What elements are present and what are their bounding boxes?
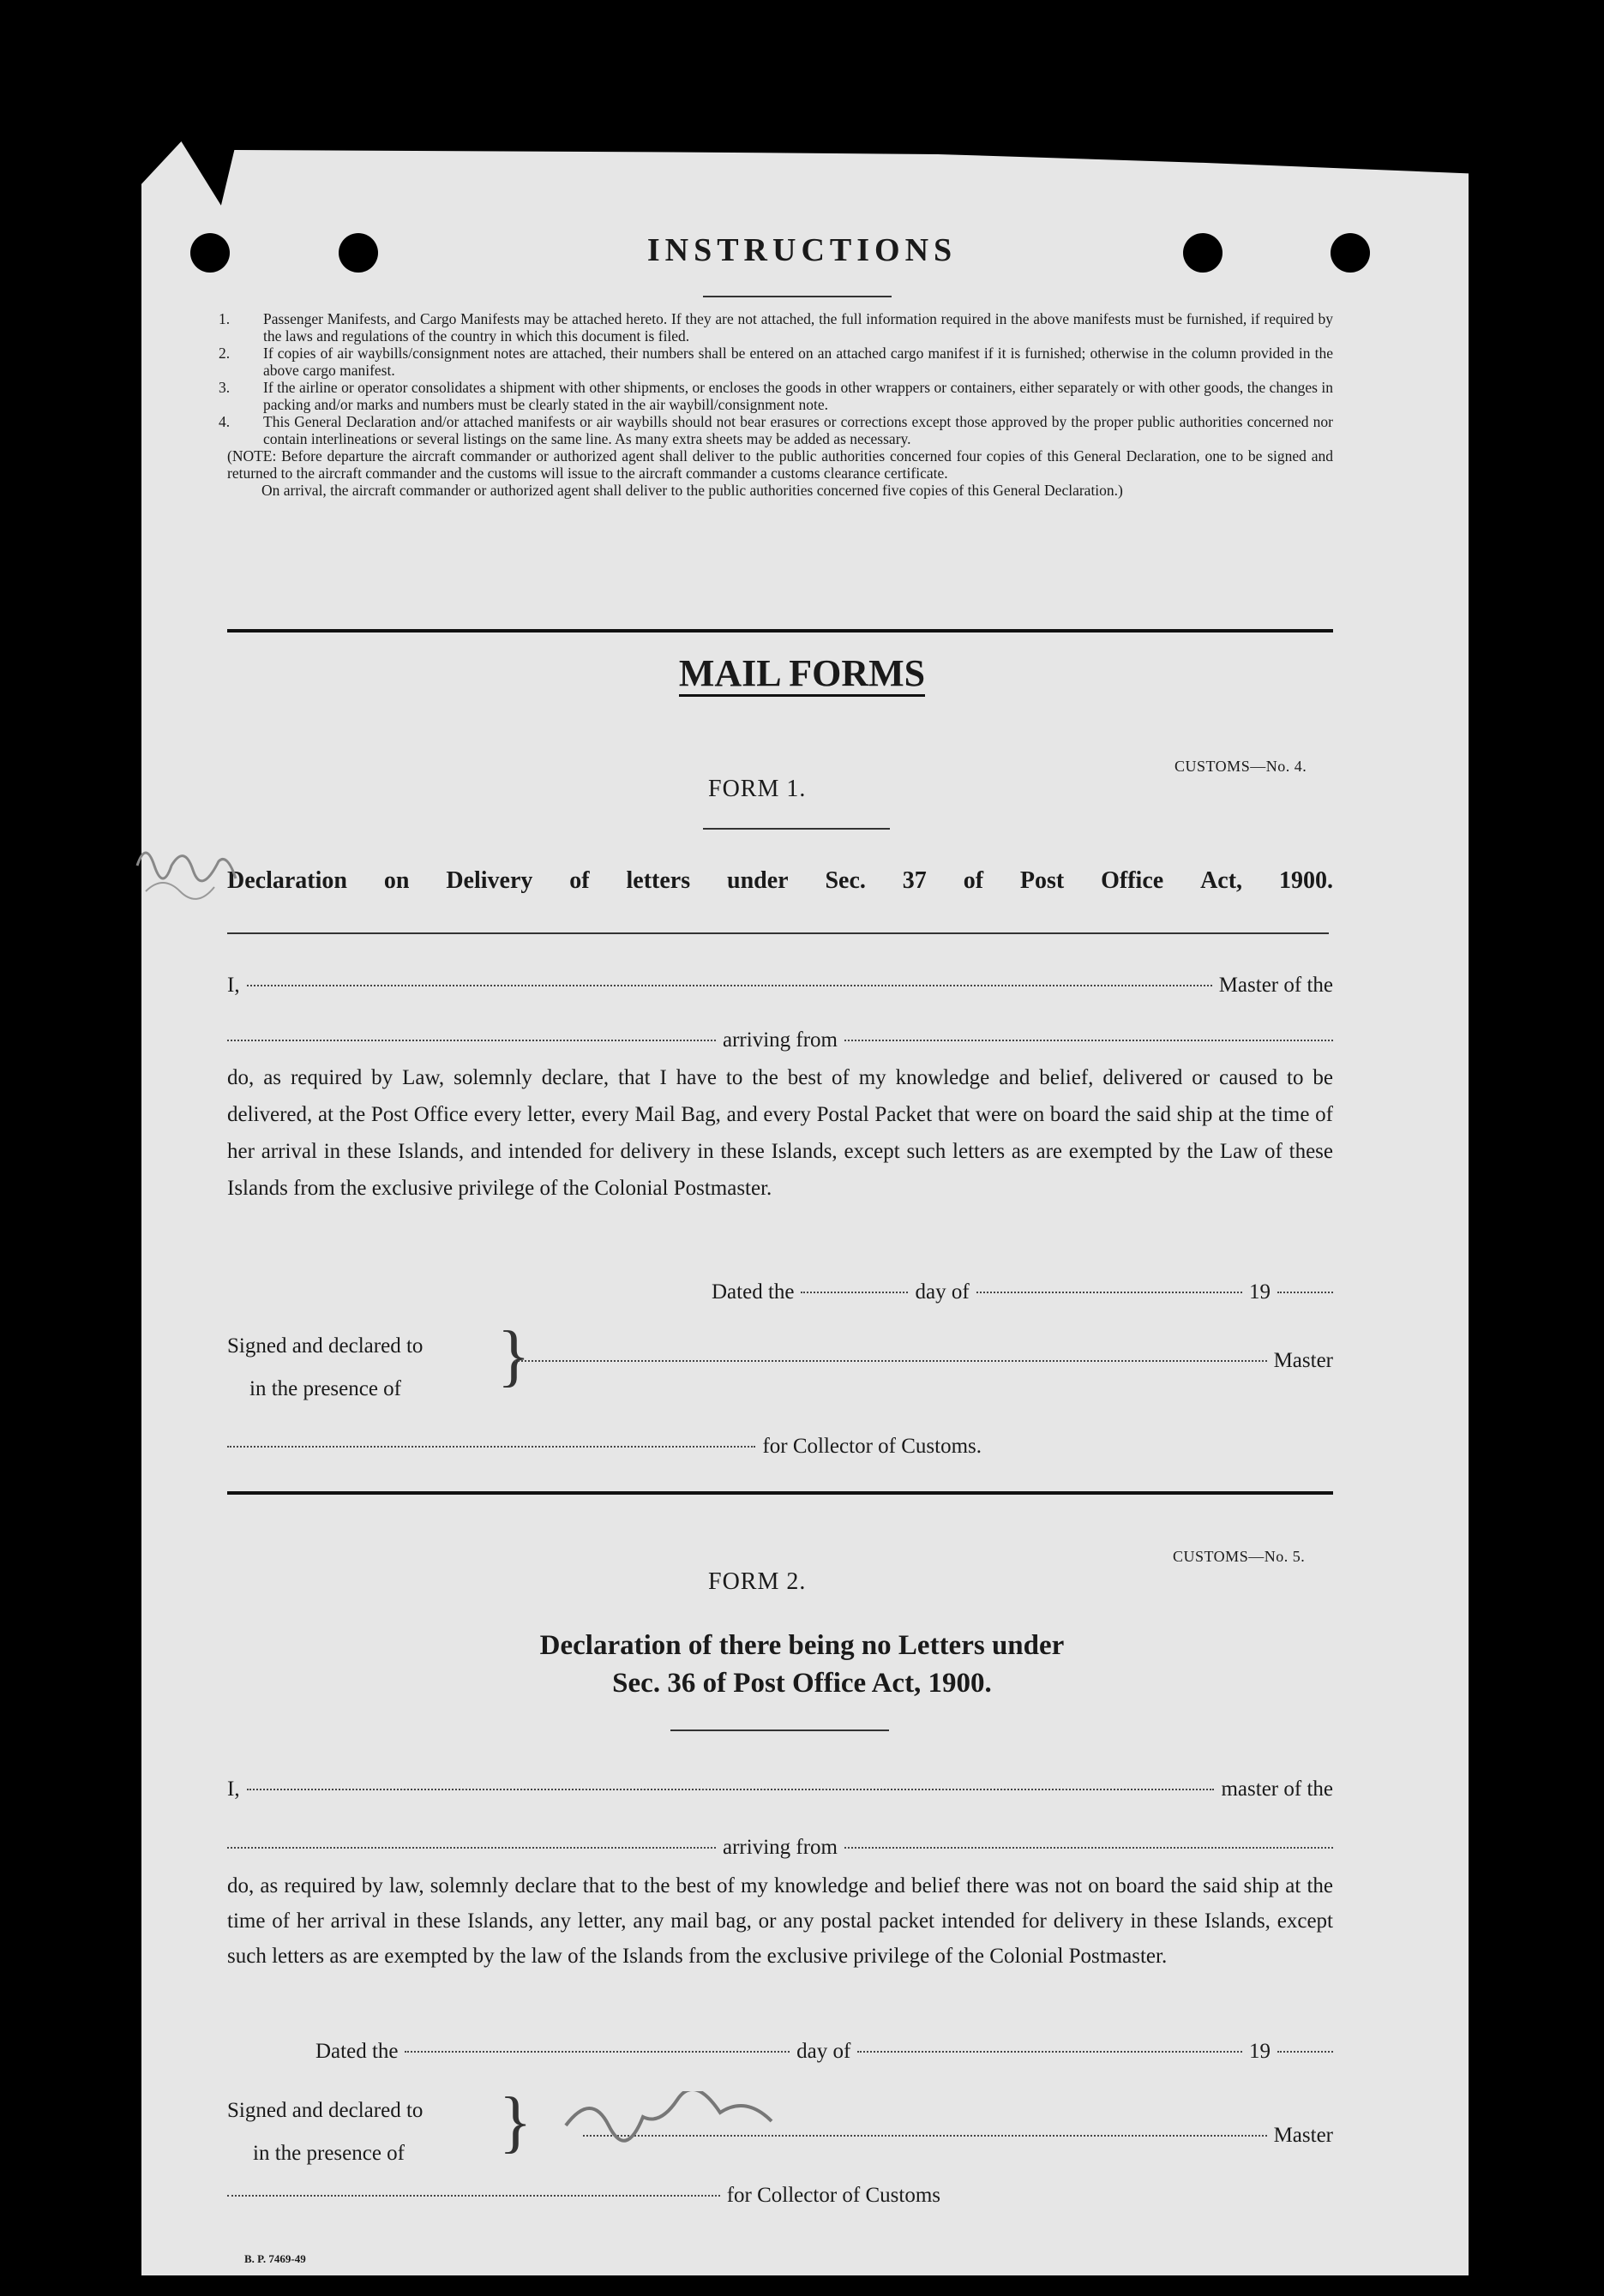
brace: } [499,2084,532,2160]
form1-declaration-title: Declaration on Delivery of letters under Sec. 37 of Post Office Act, 1900. [227,867,1333,894]
instructions-list [219,310,1333,499]
brace: } [497,1318,531,1394]
divider [670,1729,889,1731]
form2-collector-line: for Collector of Customs [227,2184,940,2208]
print-code: B. P. 7469-49 [244,2252,306,2265]
form2-master-signature-line: Master [583,2124,1333,2148]
form2-master-line: I, master of the [227,1777,1333,1801]
form1-arriving-line: arriving from [227,1028,1333,1052]
instruction-item: 2. If copies of air waybills/consignment notes are attached, their numbers shall be entered on an attached cargo manifest if it is furnished; otherwise in the column provided in the above cargo manifest. [219,345,1333,379]
form2-arriving-line: arriving from [227,1836,1333,1860]
form-label: FORM 2. [708,1568,807,1595]
form2-body: do, as required by law, solemnly declare that to the best of my knowledge and belief there was not on board the said ship at the time of her arrival in these Islands, any letter, any mail bag, or any postal packet intended for delivery in these Islands, except such letters as are exempted by the law of the Islands from the exclusive privilege of the Colonial Postmaster. [227,1874,1333,1968]
fill-in-blank[interactable] [227,1040,716,1041]
section-divider [227,1491,1333,1495]
instruction-item: 4. This General Declaration and/or attached manifests or air waybills should not bear erasures or corrections except those approved by the proper public authorities concerned nor contain interlineations or several listings on the same line. As many extra sheets may be added as necessary. [219,413,1333,447]
customs-number: CUSTOMS—No. 5. [1173,1548,1306,1565]
instruction-note: (NOTE: Before departure the aircraft commander or authorized agent shall deliver to the public authorities concerned four copies of this General Declaration, one to be signed and returned to the aircraft commander and the customs will issue to the aircraft commander a customs clearance certificate. On arrival, the aircraft commander or authorized agent shall deliver to the public authorities concerned five copies of this General Declaration.) [227,447,1333,499]
fill-in-blank[interactable] [405,2051,790,2053]
handwritten-mark [129,823,257,900]
fill-in-blank[interactable] [857,2051,1242,2053]
instruction-item: 3. If the airline or operator consolidates a shipment with other shipments, or encloses the goods in other wrappers or containers, either separately or with other goods, the changes in packing and/or marks and numbers must be clearly stated in the air waybill/consignment note. [219,379,1333,413]
section-divider [227,629,1333,632]
form2-signed-label: Signed and declared to in the presence of [227,2099,424,2165]
fill-in-blank[interactable] [976,1292,1242,1293]
mail-forms-title: MAIL FORMS [0,651,1604,695]
instructions-heading: INSTRUCTIONS [646,232,958,268]
fill-in-blank[interactable] [247,1789,1215,1790]
fill-in-blank[interactable] [1277,2051,1333,2053]
fill-in-blank[interactable] [801,1292,908,1293]
form1-body: do, as required by Law, solemnly declare, that I have to the best of my knowledge and belief, delivered or caused to be delivered, at the Post Office every letter, every Mail Bag, and every Postal Packet that were on board the said ship at the time of her arrival in these Islands, and intended for delivery in these Islands, except such letters as are exempted by the Law of these Islands from the exclusive privilege of the Colonial Postmaster. [227,1066,1333,1200]
divider [227,932,1329,934]
fill-in-blank[interactable] [227,1446,755,1448]
divider [703,828,890,830]
form1-signed-label: Signed and declared to in the presence of [227,1334,424,1400]
form1-master-signature-line: Master [514,1349,1333,1373]
form1-master-line: I, Master of the [227,974,1333,997]
fill-in-blank[interactable] [1277,1292,1333,1293]
fill-in-blank[interactable] [844,1847,1333,1849]
fill-in-blank[interactable] [514,1360,1267,1362]
fill-in-blank[interactable] [844,1040,1333,1041]
fill-in-blank[interactable] [227,1847,716,1849]
form1-collector-line: for Collector of Customs. [227,1435,982,1459]
form2-declaration-title: Declaration of there being no Letters under Sec. 36 of Post Office Act, 1900. [539,1630,1065,1699]
divider [703,296,892,297]
fill-in-blank[interactable] [247,985,1212,986]
customs-number: CUSTOMS—No. 4. [1174,758,1307,775]
handwritten-signature [557,2091,814,2151]
form-label: FORM 1. [708,776,807,802]
fill-in-blank[interactable] [227,2195,720,2197]
form1-date-line: Dated the day of 19 [712,1280,1333,1304]
form2-date-line: Dated the day of 19 [315,2040,1333,2064]
instruction-item: 1. Passenger Manifests, and Cargo Manifests may be attached hereto. If they are not attached, the full information required in the above manifests must be furnished, if required by the laws and regulations of the country in which this document is filed. [219,310,1333,345]
